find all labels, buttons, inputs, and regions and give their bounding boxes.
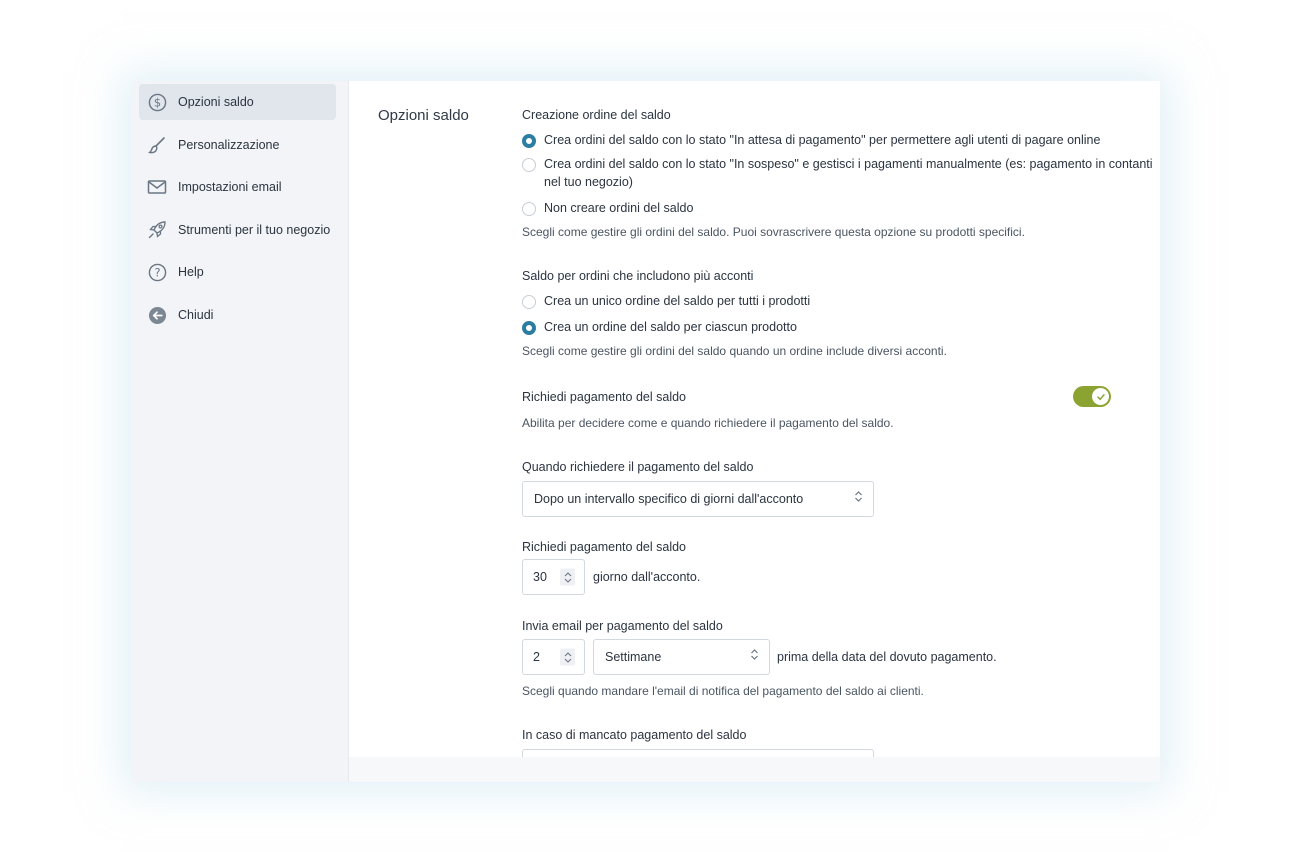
spinner-icon[interactable] (560, 569, 575, 586)
rocket-icon (147, 220, 167, 240)
sidebar-item-label: Chiudi (178, 308, 214, 322)
radio-option-on-hold[interactable] (522, 157, 1153, 191)
send-email-help: Scegli quando mandare l'email di notifica del pagamento del saldo ai clienti. (522, 684, 924, 698)
updown-chevron-icon (750, 648, 759, 666)
request-after-days-value: 30 (533, 570, 547, 584)
sidebar-item-label: Personalizzazione (178, 138, 280, 152)
sidebar-item-opzioni-saldo[interactable] (139, 84, 336, 120)
sidebar-item-impostazioni-email[interactable] (139, 169, 336, 205)
radio-button[interactable] (522, 158, 536, 172)
radio-option-per-product[interactable] (522, 320, 797, 336)
require-payment-label: Richiedi pagamento del saldo (522, 390, 686, 404)
send-email-suffix: prima della data del dovuto pagamento. (777, 650, 997, 664)
balance-order-creation-label: Creazione ordine del saldo (522, 108, 671, 122)
request-after-label: Richiedi pagamento del saldo (522, 540, 686, 554)
brush-icon (147, 135, 167, 155)
settings-panel (132, 81, 1160, 782)
radio-label: Crea un ordine del saldo per ciascun prodotto (544, 320, 797, 334)
radio-option-pending-payment[interactable] (522, 133, 1100, 149)
sidebar-item-help[interactable] (139, 254, 336, 290)
sidebar-item-label: Help (178, 265, 204, 279)
svg-text:?: ? (153, 265, 161, 280)
balance-order-creation-help: Scegli come gestire gli ordini del saldo. Puoi sovrascrivere questa opzione su prodotti specifici. (522, 225, 1025, 239)
check-icon (1096, 392, 1106, 402)
send-email-unit-select[interactable] (593, 639, 770, 675)
radio-button[interactable] (522, 295, 536, 309)
require-payment-toggle[interactable] (1073, 386, 1111, 407)
radio-button[interactable] (522, 134, 536, 148)
send-email-label: Invia email per pagamento del saldo (522, 619, 723, 633)
section-title: Opzioni saldo (378, 107, 469, 124)
when-request-label: Quando richiedere il pagamento del saldo (522, 460, 754, 474)
missed-payment-label: In caso di mancato pagamento del saldo (522, 728, 747, 742)
when-request-select[interactable] (522, 481, 874, 517)
radio-label: Crea ordini del saldo con lo stato "In attesa di pagamento" per permettere agli utenti di pagare online (544, 133, 1101, 147)
bottom-bar (349, 757, 1160, 782)
sidebar-item-chiudi[interactable] (139, 297, 336, 333)
updown-chevron-icon (854, 490, 863, 508)
when-request-value: Dopo un intervallo specifico di giorni dall'acconto (534, 492, 804, 506)
radio-button[interactable] (522, 202, 536, 216)
question-circle-icon (147, 262, 167, 282)
radio-option-no-orders[interactable] (522, 201, 693, 217)
radio-label-line-2: nel tuo negozio) (544, 175, 633, 189)
radio-label: Non creare ordini del saldo (544, 201, 694, 215)
request-after-suffix: giorno dall'acconto. (593, 570, 701, 584)
sidebar-item-strumenti[interactable] (139, 212, 336, 248)
dollar-circle-icon (147, 92, 167, 112)
envelope-icon (147, 177, 167, 197)
multi-deposit-help: Scegli come gestire gli ordini del saldo quando un ordine include diversi acconti. (522, 344, 947, 358)
arrow-left-circle-icon (147, 305, 167, 325)
spinner-icon[interactable] (560, 649, 575, 666)
multi-deposit-label: Saldo per ordini che includono più acconti (522, 269, 754, 283)
radio-label (544, 155, 1153, 191)
svg-text:$: $ (153, 94, 161, 109)
radio-option-single-order[interactable] (522, 294, 810, 310)
require-payment-help: Abilita per decidere come e quando richiedere il pagamento del saldo. (522, 416, 894, 430)
send-email-unit-value: Settimane (605, 650, 662, 664)
toggle-knob (1092, 388, 1109, 405)
radio-label-line-1: Crea ordini del saldo con lo stato "In sospeso" e gestisci i pagamenti manualmente (es: pagamento in contanti (544, 157, 1153, 171)
sidebar-item-personalizzazione[interactable] (139, 127, 336, 163)
radio-label: Crea un unico ordine del saldo per tutti i prodotti (544, 294, 811, 308)
send-email-amount-value: 2 (533, 650, 540, 664)
sidebar-item-label: Opzioni saldo (178, 95, 254, 109)
send-email-amount-input[interactable] (522, 639, 585, 675)
sidebar-item-label: Impostazioni email (178, 180, 282, 194)
radio-button[interactable] (522, 321, 536, 335)
sidebar-item-label: Strumenti per il tuo negozio (178, 223, 331, 237)
main-content (349, 81, 1160, 782)
request-after-days-input[interactable] (522, 559, 585, 595)
sidebar (132, 81, 349, 782)
